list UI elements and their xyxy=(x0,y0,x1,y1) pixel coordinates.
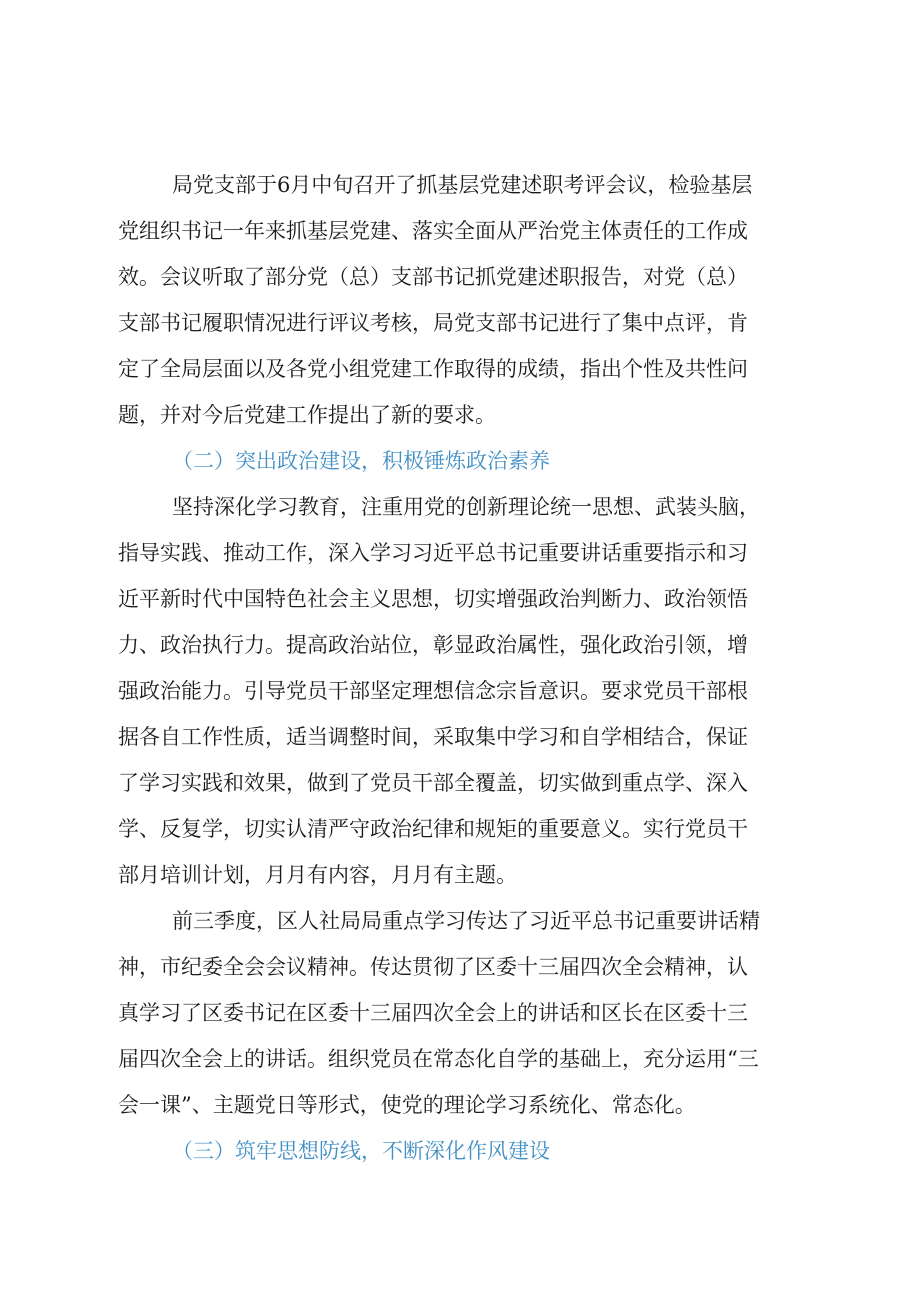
section-heading-2: （二）突出政治建设，积极锤炼政治素养 xyxy=(172,449,550,473)
paragraph-1-line-4: 支部书记履职情况进行评议考核，局党支部书记进行了集中点评，肯 xyxy=(118,311,748,335)
paragraph-1-line-6: 题，并对今后党建工作提出了新的要求。 xyxy=(118,403,496,427)
paragraph-3-line-5: 会一课”、主题党日等形式，使党的理论学习系统化、常态化。 xyxy=(118,1093,696,1117)
section-heading-3: （三）筑牢思想防线，不断深化作风建设 xyxy=(172,1139,550,1163)
paragraph-2-line-8: 学、反复学，切实认清严守政治纪律和规矩的重要意义。实行党员干 xyxy=(118,817,748,841)
paragraph-2-line-7: 了学习实践和效果，做到了党员干部全覆盖，切实做到重点学、深入 xyxy=(118,771,748,795)
paragraph-3-line-4: 届四次全会上的讲话。组织党员在常态化自学的基础上，充分运用“三 xyxy=(118,1047,759,1071)
paragraph-2-line-5: 强政治能力。引导党员干部坚定理想信念宗旨意识。要求党员干部根 xyxy=(118,679,748,703)
paragraph-2-line-9: 部月培训计划，月月有内容，月月有主题。 xyxy=(118,863,517,887)
paragraph-3-line-3: 真学习了区委书记在区委十三届四次全会上的讲话和区长在区委十三 xyxy=(118,1001,748,1025)
paragraph-2-line-3: 近平新时代中国特色社会主义思想，切实增强政治判断力、政治领悟 xyxy=(118,587,748,611)
paragraph-2-line-6: 据各自工作性质，适当调整时间，采取集中学习和自学相结合，保证 xyxy=(118,725,748,749)
paragraph-2-line-4: 力、政治执行力。提高政治站位，彰显政治属性，强化政治引领，增 xyxy=(118,633,748,657)
paragraph-1-line-2: 党组织书记一年来抓基层党建、落实全面从严治党主体责任的工作成 xyxy=(118,219,748,243)
paragraph-3-line-1: 前三季度，区人社局局重点学习传达了习近平总书记重要讲话精 xyxy=(172,909,760,933)
paragraph-3-line-2: 神，市纪委全会会议精神。传达贯彻了区委十三届四次全会精神，认 xyxy=(118,955,748,979)
paragraph-2-line-2: 指导实践、推动工作，深入学习习近平总书记重要讲话重要指示和习 xyxy=(118,541,748,565)
paragraph-1-line-5: 定了全局层面以及各党小组党建工作取得的成绩，指出个性及共性问 xyxy=(118,357,748,381)
paragraph-1-line-1: 局党支部于6月中旬召开了抓基层党建述职考评会议，检验基层 xyxy=(172,173,753,197)
paragraph-1-line-3: 效。会议听取了部分党（总）支部书记抓党建述职报告，对党（总） xyxy=(118,265,748,289)
paragraph-2-line-1: 坚持深化学习教育，注重用党的创新理论统一思想、武装头脑， xyxy=(172,495,760,519)
